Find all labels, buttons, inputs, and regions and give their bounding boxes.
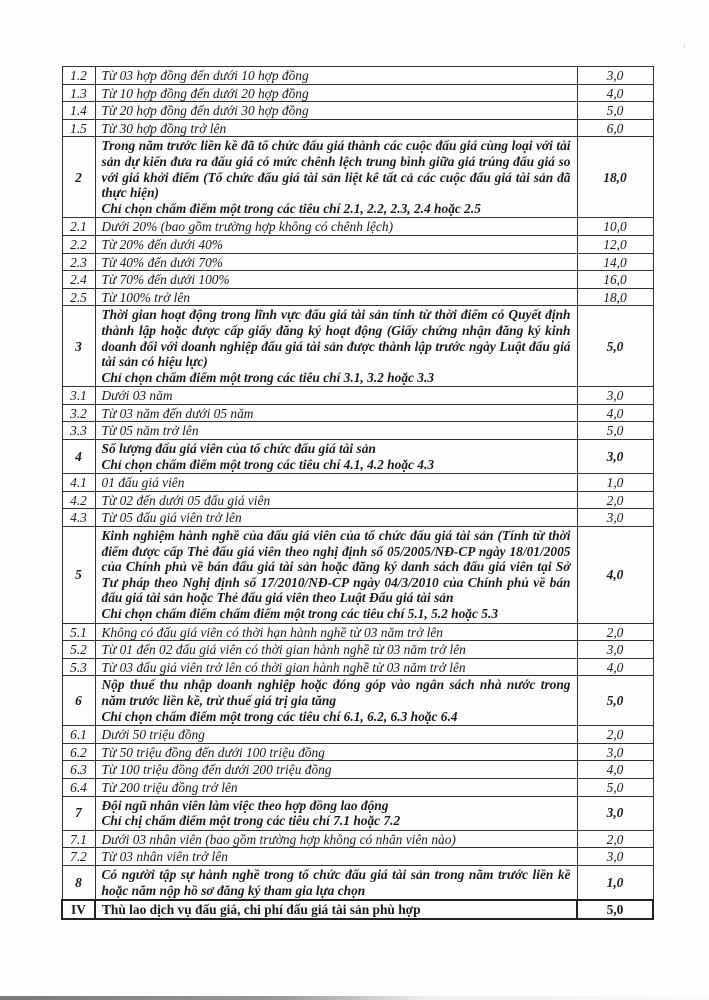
criteria-score: 5,0 xyxy=(577,900,653,919)
sub-criteria-row xyxy=(62,422,653,440)
criteria-number: 7 xyxy=(62,796,95,830)
scan-speck: ' xyxy=(684,44,686,53)
criteria-text: Từ 20% đến dưới 40% xyxy=(101,236,223,252)
sub-criteria-row xyxy=(62,641,653,659)
criteria-number: 4 xyxy=(62,440,95,474)
criteria-score: 5,0 xyxy=(577,778,653,796)
sub-criteria-row xyxy=(62,848,653,866)
criteria-text: Có người tập sự hành nghề trong tổ chức đấu giá tài sản trong năm trước liền kề hoặc năm nộp hồ sơ đăng ký tham gia lựa chọn xyxy=(101,866,571,898)
criteria-number: 6.3 xyxy=(62,761,95,779)
criteria-number: 2.5 xyxy=(62,288,95,306)
criteria-text: Trong năm trước liền kề đã tổ chức đấu giá thành các cuộc đấu giá cùng loại với tài sản dự kiến đưa ra đấu giá có mức chênh lệch trung bình giữa giá trúng đấu giá so với giá khởi điểm (Tổ chức đấu giá tài sản liệt kê tất cả các cuộc đấu giá tài sản đã thực hiện) xyxy=(101,138,571,201)
criteria-text: Nộp thuế thu nhập doanh nghiệp hoặc đóng góp vào ngân sách nhà nước trong năm trước liền kề, trừ thuế giá trị gia tăng xyxy=(101,677,571,708)
criteria-number: 3 xyxy=(62,306,95,387)
criteria-description xyxy=(95,623,577,641)
criteria-text: 01 đấu giá viên xyxy=(101,475,185,491)
criteria-score: 4,0 xyxy=(577,527,653,624)
criteria-number: 7.1 xyxy=(62,830,95,848)
criteria-description xyxy=(95,778,577,796)
selection-instruction: Chỉ chọn chấm điểm một trong các tiêu chí 6.1, 6.2, 6.3 hoặc 6.4 xyxy=(101,708,458,724)
criteria-number: 4.1 xyxy=(62,474,95,492)
criteria-number: 2 xyxy=(62,137,95,218)
criteria-text: Dưới 03 năm xyxy=(101,388,173,404)
criteria-score: 4,0 xyxy=(577,404,653,422)
criteria-text: Từ 03 nhân viên trở lên xyxy=(101,849,228,865)
criteria-description xyxy=(95,474,577,492)
sub-criteria-row xyxy=(62,235,653,253)
criteria-score: 2,0 xyxy=(577,830,653,848)
criteria-text: Từ 10 hợp đồng đến dưới 20 hợp đồng xyxy=(101,85,309,101)
criteria-text: Dưới 50 triệu đồng xyxy=(101,727,205,743)
criteria-number: 5.1 xyxy=(62,623,95,641)
criteria-score: 18,0 xyxy=(577,137,653,218)
selection-instruction: Chỉ chọn chấm điểm một trong các tiêu chí 2.1, 2.2, 2.3, 2.4 hoặc 2.5 xyxy=(101,200,481,216)
criteria-score: 10,0 xyxy=(577,218,653,236)
criteria-score: 1,0 xyxy=(577,474,653,492)
criteria-text: Từ 70% đến dưới 100% xyxy=(101,272,230,288)
criteria-score: 4,0 xyxy=(577,84,653,102)
criteria-score: 6,0 xyxy=(577,119,653,137)
criteria-number: IV xyxy=(62,900,95,919)
criteria-number: 6.4 xyxy=(62,778,95,796)
criteria-number: 3.2 xyxy=(62,404,95,422)
main-criteria-row xyxy=(62,796,653,830)
criteria-description xyxy=(95,830,577,848)
criteria-text: Từ 02 đến dưới 05 đấu giá viên xyxy=(101,492,271,508)
criteria-score: 5,0 xyxy=(577,102,653,120)
criteria-number: 1.3 xyxy=(62,84,95,102)
sub-criteria-row xyxy=(62,491,653,509)
sub-criteria-row xyxy=(62,288,653,306)
criteria-description xyxy=(95,119,577,137)
criteria-number: 6.2 xyxy=(62,743,95,761)
criteria-description xyxy=(95,404,577,422)
criteria-score: 3,0 xyxy=(577,440,653,474)
criteria-description xyxy=(95,306,577,387)
criteria-description xyxy=(95,253,577,271)
sub-criteria-row xyxy=(62,387,653,405)
criteria-number: 6.1 xyxy=(62,726,95,744)
criteria-score: 16,0 xyxy=(577,271,653,289)
criteria-number: 3.3 xyxy=(62,422,95,440)
criteria-description xyxy=(95,422,577,440)
criteria-text: Từ 200 triệu đồng trở lên xyxy=(101,779,238,795)
sub-criteria-row xyxy=(62,253,653,271)
criteria-number: 5.2 xyxy=(62,641,95,659)
criteria-score: 3,0 xyxy=(577,743,653,761)
criteria-score: 2,0 xyxy=(577,623,653,641)
criteria-description xyxy=(95,761,577,779)
criteria-score: 5,0 xyxy=(577,306,653,387)
criteria-description xyxy=(95,527,577,624)
criteria-text: Từ 03 đấu giá viên trở lên có thời gian hành nghề từ 03 năm trở lên xyxy=(101,659,466,675)
criteria-number: 4.2 xyxy=(62,491,95,509)
criteria-text: Từ 01 đến 02 đấu giá viên có thời gian hành nghề từ 03 năm trở lên xyxy=(101,642,466,658)
sub-criteria-row xyxy=(62,102,653,120)
criteria-text: Không có đấu giá viên có thời hạn hành nghề từ 03 năm trở lên xyxy=(101,624,443,640)
section-row xyxy=(62,900,653,919)
criteria-description xyxy=(95,900,577,919)
sub-criteria-row xyxy=(62,743,653,761)
selection-instruction: Chỉ chị chấm điểm một trong các tiêu chí 7.1 hoặc 7.2 xyxy=(101,813,401,829)
criteria-rows xyxy=(62,67,653,920)
main-criteria-row xyxy=(62,440,653,474)
scan-edge xyxy=(0,996,709,1000)
criteria-description xyxy=(95,509,577,527)
criteria-number: 3.1 xyxy=(62,387,95,405)
scoring-criteria-table xyxy=(61,66,654,920)
criteria-description xyxy=(95,440,577,474)
criteria-score: 4,0 xyxy=(577,658,653,676)
criteria-text: Từ 30 hợp đồng trở lên xyxy=(101,120,227,136)
criteria-text: Từ 100% trở lên xyxy=(101,289,190,305)
sub-criteria-row xyxy=(62,67,653,85)
criteria-score: 3,0 xyxy=(577,796,653,830)
sub-criteria-row xyxy=(62,84,653,102)
criteria-score: 2,0 xyxy=(577,726,653,744)
criteria-score: 5,0 xyxy=(577,422,653,440)
criteria-text: Từ 50 triệu đồng đến dưới 100 triệu đồng xyxy=(101,744,325,760)
criteria-description xyxy=(95,848,577,866)
criteria-score: 18,0 xyxy=(577,288,653,306)
criteria-number: 8 xyxy=(62,865,95,900)
criteria-description xyxy=(95,658,577,676)
criteria-score: 14,0 xyxy=(577,253,653,271)
criteria-text: Kinh nghiệm hành nghề của đấu giá viên của tổ chức đấu giá tài sản (Tính từ thời điểm được cấp Thẻ đấu giá viên theo nghị định số 05/2005/NĐ-CP ngày 18/01/2005 của Chính phủ về bán đấu giá tài sản hoặc đăng ký danh sách đấu giá viên tại Sở Tư pháp theo Nghị định số 17/2010/NĐ-CP ngày 04/3/2010 của Chính phủ về bán đấu giá tài sản hoặc Thẻ đấu giá viên theo Luật Đấu giá tài sản xyxy=(101,528,571,606)
criteria-text: Số lượng đấu giá viên của tổ chức đấu giá tài sản xyxy=(101,441,376,457)
criteria-description xyxy=(95,387,577,405)
criteria-score: 3,0 xyxy=(577,509,653,527)
criteria-number: 1.2 xyxy=(62,67,95,85)
sub-criteria-row xyxy=(62,509,653,527)
criteria-score: 5,0 xyxy=(577,676,653,726)
sub-criteria-row xyxy=(62,830,653,848)
criteria-score: 3,0 xyxy=(577,641,653,659)
criteria-description xyxy=(95,796,577,830)
criteria-score: 3,0 xyxy=(577,848,653,866)
criteria-number: 4.3 xyxy=(62,509,95,527)
criteria-description xyxy=(95,743,577,761)
sub-criteria-row xyxy=(62,778,653,796)
criteria-text: Từ 40% đến dưới 70% xyxy=(101,254,223,270)
sub-criteria-row xyxy=(62,761,653,779)
main-criteria-row xyxy=(62,137,653,218)
criteria-description xyxy=(95,218,577,236)
main-criteria-row xyxy=(62,865,653,900)
sub-criteria-row xyxy=(62,726,653,744)
main-criteria-row xyxy=(62,527,653,624)
criteria-number: 2.1 xyxy=(62,218,95,236)
criteria-description xyxy=(95,271,577,289)
criteria-text: Dưới 03 nhân viên (bao gồm trường hợp không có nhân viên nào) xyxy=(101,831,456,847)
sub-criteria-row xyxy=(62,404,653,422)
criteria-description xyxy=(95,491,577,509)
criteria-number: 2.4 xyxy=(62,271,95,289)
criteria-number: 6 xyxy=(62,676,95,726)
criteria-score: 3,0 xyxy=(577,67,653,85)
criteria-text: Thời gian hoạt động trong lĩnh vực đấu giá tài sản tính từ thời điểm có Quyết định thành lập hoặc được cấp giấy đăng ký hoạt động (Giấy chứng nhận đăng ký kinh doanh đối với doanh nghiệp đấu giá tài sản được thành lập trước ngày Luật đấu giá tài sản có hiệu lực) xyxy=(101,307,571,370)
criteria-text: Từ 03 hợp đồng đến dưới 10 hợp đồng xyxy=(101,68,309,83)
criteria-number: 1.5 xyxy=(62,119,95,137)
main-criteria-row xyxy=(62,306,653,387)
criteria-number: 7.2 xyxy=(62,848,95,866)
criteria-score: 12,0 xyxy=(577,235,653,253)
criteria-text: Thù lao dịch vụ đấu giá, chi phí đấu giá tài sản phù hợp xyxy=(102,901,421,917)
criteria-number: 5.3 xyxy=(62,658,95,676)
criteria-text: Từ 20 hợp đồng đến dưới 30 hợp đồng xyxy=(101,103,309,119)
sub-criteria-row xyxy=(62,271,653,289)
criteria-number: 1.4 xyxy=(62,102,95,120)
criteria-description xyxy=(95,726,577,744)
criteria-description xyxy=(95,288,577,306)
selection-instruction: Chỉ chọn chấm điểm chấm điểm một trong các tiêu chí 5.1, 5.2 hoặc 5.3 xyxy=(101,606,499,621)
criteria-text: Dưới 20% (bao gồm trường hợp không có chênh lệch) xyxy=(101,219,394,235)
selection-instruction: Chỉ chọn chấm điểm một trong các tiêu chí 4.1, 4.2 hoặc 4.3 xyxy=(101,456,435,472)
criteria-description xyxy=(95,102,577,120)
criteria-text: Đội ngũ nhân viên làm việc theo hợp đồng lao động xyxy=(101,797,389,813)
sub-criteria-row xyxy=(62,218,653,236)
criteria-text: Từ 03 năm đến dưới 05 năm xyxy=(101,405,254,421)
criteria-number: 2.2 xyxy=(62,235,95,253)
criteria-score: 3,0 xyxy=(577,387,653,405)
sub-criteria-row xyxy=(62,658,653,676)
criteria-score: 1,0 xyxy=(577,865,653,900)
criteria-description xyxy=(95,67,577,85)
criteria-score: 4,0 xyxy=(577,761,653,779)
criteria-description xyxy=(95,641,577,659)
criteria-description xyxy=(95,865,577,900)
main-criteria-row xyxy=(62,676,653,726)
criteria-description xyxy=(95,137,577,218)
criteria-number: 2.3 xyxy=(62,253,95,271)
criteria-text: Từ 05 đấu giá viên trở lên xyxy=(101,510,242,526)
sub-criteria-row xyxy=(62,119,653,137)
criteria-text: Từ 100 triệu đồng đến dưới 200 triệu đồng xyxy=(101,762,332,778)
criteria-score: 2,0 xyxy=(577,491,653,509)
sub-criteria-row xyxy=(62,474,653,492)
sub-criteria-row xyxy=(62,623,653,641)
criteria-description xyxy=(95,676,577,726)
criteria-text: Từ 05 năm trở lên xyxy=(101,423,199,439)
selection-instruction: Chỉ chọn chấm điểm một trong các tiêu chí 3.1, 3.2 hoặc 3.3 xyxy=(101,369,435,385)
criteria-number: 5 xyxy=(62,527,95,624)
criteria-description xyxy=(95,84,577,102)
criteria-description xyxy=(95,235,577,253)
